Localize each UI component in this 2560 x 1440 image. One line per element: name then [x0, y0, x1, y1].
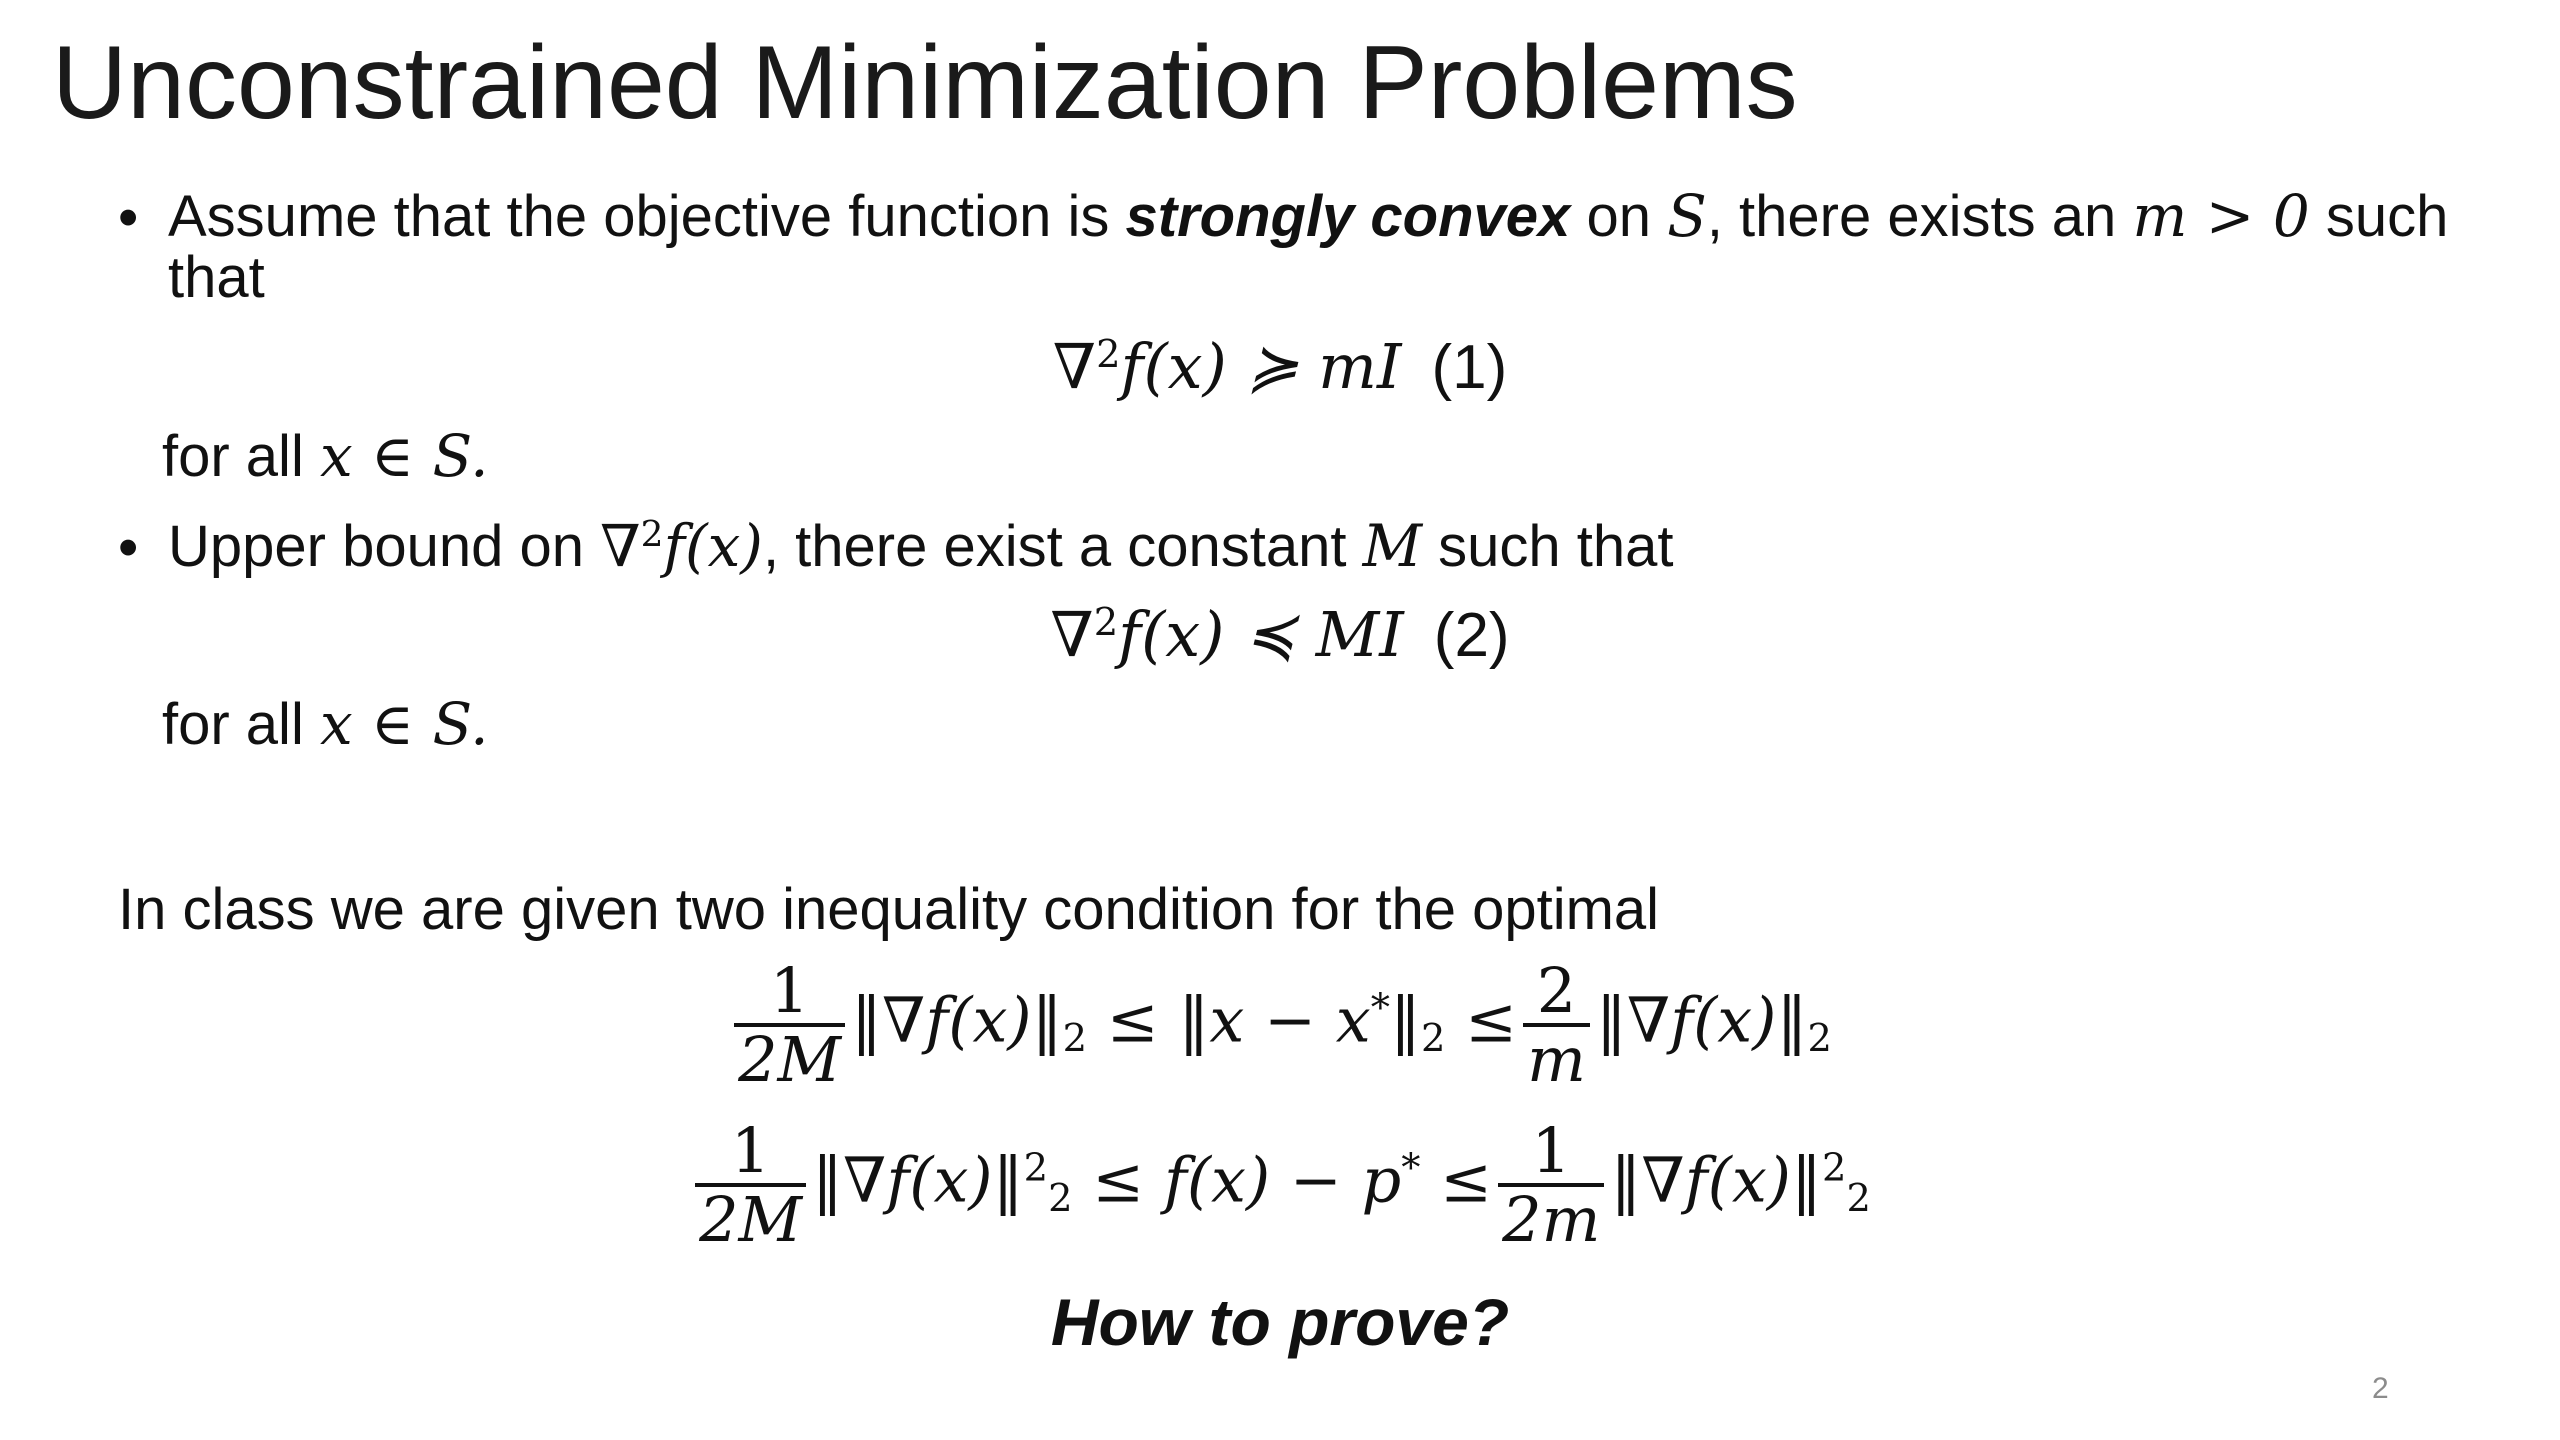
- slide-title: Unconstrained Minimization Problems: [52, 25, 1798, 141]
- ineq1-right: ‖∇f(x)‖: [1595, 983, 1808, 1057]
- ineq2-left-num: 1: [695, 1118, 806, 1187]
- page-number: 2: [2372, 1372, 2389, 1405]
- bullet-1-text-c: , there exists an: [1706, 184, 2133, 249]
- ineq2-right-den: 2m: [1502, 1183, 1601, 1257]
- eq1-nabla: ∇: [1052, 330, 1097, 403]
- inequality-2: $\frac{1}{2M}$ ‖∇f(x)‖$^2_2$ ≤ f(x) − p* ≤ $\frac{1}{2m}$ ‖∇f(x)‖$^2_2$: [0, 1118, 2560, 1252]
- bullet-1-line-1: [168, 182, 2448, 250]
- bullet-1-emphasis: strongly convex: [1125, 184, 1571, 249]
- bullet-dot-1: •: [118, 185, 139, 250]
- inequality-1: $\frac{1}{2M}$ $‖\nabla f(x)‖_2$ ≤ ‖x − $x^*‖_2$ ≤ $\frac{2}{m}$ $‖\nabla f(x)‖_2$: [0, 958, 2560, 1092]
- eq2-body: f(x) ≼ MI: [1118, 598, 1404, 671]
- ineq1-le: ≤: [1445, 983, 1518, 1057]
- bullet-2-forall: [162, 690, 489, 758]
- bullet-2-expr-nabla: ∇: [600, 512, 641, 580]
- bullet-2-line-1: Upper bound on ∇$^2$f(x), there exist a constant M such that: [168, 512, 1674, 580]
- eq1-tag: (1): [1431, 333, 1508, 402]
- forall-text-2: for all: [162, 692, 320, 757]
- bullet-1-text-b: on: [1570, 184, 1668, 249]
- ineq2-left-den: 2M: [699, 1183, 803, 1257]
- bullet-2-constant: M: [1362, 512, 1422, 580]
- forall-text-1: for all: [162, 424, 320, 489]
- ineq2-right: ‖∇f(x)‖: [1610, 1143, 1822, 1217]
- ineq1-right-fraction: [1523, 954, 1590, 1097]
- ineq1-left-fraction: [734, 954, 845, 1097]
- ineq1-left-num: 1: [734, 958, 845, 1027]
- ineq1-mid2: ‖: [1389, 983, 1421, 1057]
- ineq1-right-num: 2: [1523, 958, 1590, 1027]
- eq2-nabla: ∇: [1050, 598, 1094, 671]
- bullet-2-expr-body: f(x): [663, 512, 763, 580]
- eq1-body: f(x) ≽ mI: [1120, 330, 1402, 403]
- equation-2: ∇$^2$f(x) ≼ MI (2): [1050, 598, 1510, 671]
- ineq1-mid: ≤ ‖x − x: [1087, 983, 1371, 1057]
- bullet-dot-2: •: [118, 515, 139, 580]
- question-text: How to prove?: [1050, 1285, 1510, 1359]
- ineq2-left: ‖∇f(x)‖: [812, 1143, 1024, 1217]
- ineq1-left-den: 2M: [738, 1023, 842, 1097]
- bullet-2-text-b: , there exist a constant: [762, 514, 1363, 579]
- ineq2-right-num: 1: [1498, 1118, 1604, 1187]
- forall-math-2: x ∈ S.: [319, 690, 489, 758]
- ineq2-le: ≤: [1420, 1143, 1493, 1217]
- bullet-1-line-2: that: [168, 245, 265, 310]
- ineq1-left: ‖∇f(x)‖: [851, 983, 1063, 1057]
- ineq2-right-fraction: [1498, 1114, 1604, 1257]
- equation-1: ∇$^2$f(x) ≽ mI (1): [1052, 330, 1508, 403]
- bullet-1-set: S: [1667, 182, 1707, 250]
- bullet-2-text-c: such that: [1421, 514, 1674, 579]
- bullet-1-text-a: Assume that the objective function is: [168, 184, 1126, 249]
- bullet-1-text-d: such: [2309, 184, 2449, 249]
- bullet-2-text-a: Upper bound on: [168, 514, 601, 579]
- bullet-1-condition: m > 0: [2132, 182, 2310, 250]
- ineq2-mid: ≤ f(x) − p: [1072, 1143, 1402, 1217]
- bullet-1-forall: [162, 422, 489, 490]
- intro-text: In class we are given two inequality condition for the optimal: [118, 877, 1660, 942]
- ineq1-right-den: m: [1527, 1023, 1586, 1097]
- ineq2-left-fraction: [695, 1114, 806, 1257]
- eq2-tag: (2): [1433, 601, 1510, 670]
- forall-math-1: x ∈ S.: [319, 422, 489, 490]
